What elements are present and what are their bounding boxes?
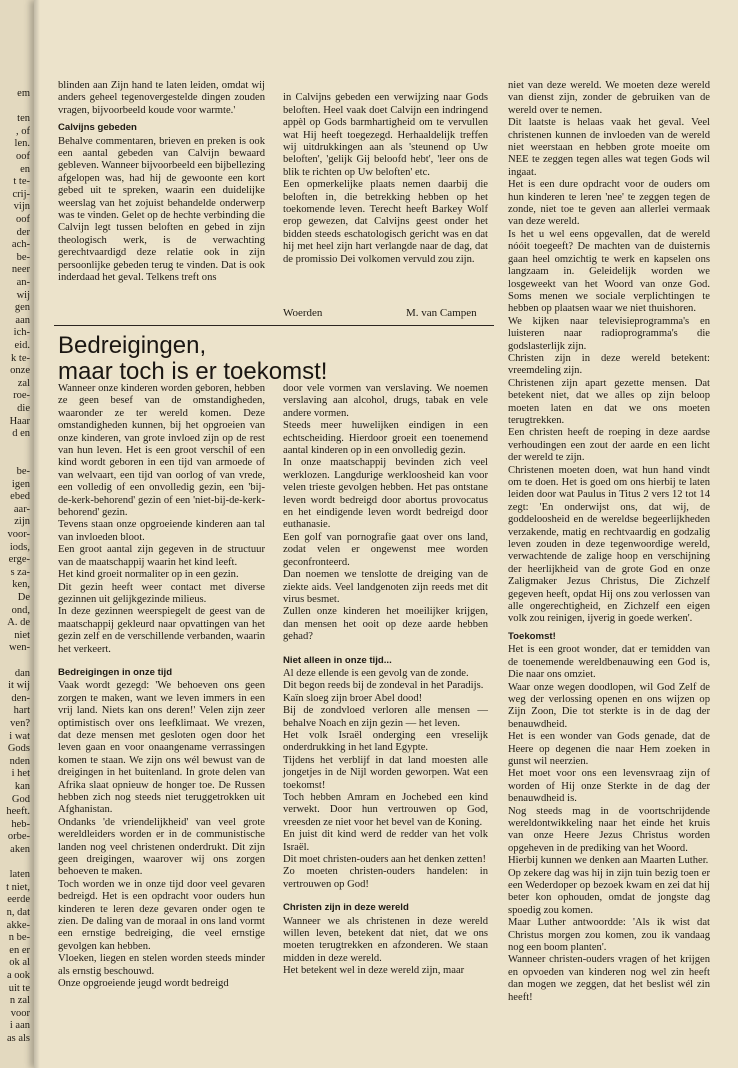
- paragraph: Nog steeds mag in de voortschrijdende wereldontwikkeling naar het einde het kruis van onze Heere Jezus Christus worden opgeheven in de prediking van het Woord.: [508, 805, 710, 854]
- strip-fragment: den-: [11, 692, 30, 704]
- strip-fragment: laten: [9, 869, 30, 881]
- strip-fragment: t te-: [13, 176, 30, 188]
- strip-fragment: d en: [12, 428, 30, 440]
- strip-fragment: aan: [15, 314, 30, 326]
- paragraph: Het moet voor ons een levensvraag zijn of worden of Hij onze Sterkte in de dag der benauwdheid is.: [508, 768, 710, 805]
- paragraph: Is het u wel eens opgevallen, dat de wereld nóóit toegeeft? De machten van de duisternis gaan heel omzichtig te werk en kapselen ons langzaam in. Geleidelijk worden we losgeweekt van het Woord van onze God. Soms menen we sociale verplichtingen te hebben op plaatsen waar we niet thuishoren.: [508, 228, 710, 315]
- paragraph: Tevens staan onze opgroeiende kinderen aan tal van invloeden bloot.: [58, 519, 265, 543]
- strip-fragment: ach-: [11, 239, 30, 251]
- article1-intro-text: blinden aan Zijn hand te laten leiden, omdat wij anders geheel tegenovergestelde dingen zouden vragen, bijvoorbeeld koude voor warmte.': [58, 80, 265, 116]
- strip-fragment: hart: [13, 705, 30, 717]
- strip-fragment: igen: [11, 478, 30, 490]
- article1-column-1: [58, 80, 265, 285]
- strip-fragment: onze: [10, 365, 30, 377]
- paragraph: Toch worden we in onze tijd door veel gevaren bedreigd. Het is een opdracht voor ouders hun kinderen te leren deze gevaren onder ogen te zien. De daling van de moraal in ons land vormt een ernstige bedreiging, die veel ernstige gevolgen kan hebben.: [58, 878, 265, 952]
- strip-fragment: uit te: [8, 982, 30, 994]
- paragraph: Bij de zondvloed verloren alle mensen — behalve Noach en zijn gezin — het leven.: [283, 705, 488, 729]
- paragraph: Dit moet christen-ouders aan het denken zetten!: [283, 854, 486, 866]
- strip-fragment: iods,: [9, 541, 30, 553]
- section-heading-calvijn: Calvijns gebeden: [58, 122, 137, 134]
- paragraph: Op zekere dag was hij in zijn tuin bezig toen er een Wederdoper op bezoek kwam en zei dat hij beter kon ophouden, omdat de jongste dag spoedig zou komen.: [508, 867, 710, 916]
- paragraph: door vele vormen van verslaving. We noemen verslaving aan alcohol, drugs, tabak en vele andere vormen.: [283, 383, 488, 419]
- strip-fragment: Haar: [9, 415, 30, 427]
- paragraph: Wanneer christen-ouders vragen of het krijgen en opvoeden van kinderen nog wel zin heeft dan mogen we zeggen, dat het beslist wél zin heeft!: [508, 954, 710, 1003]
- strip-fragment: ken,: [12, 579, 30, 591]
- strip-fragment: vijn: [13, 201, 30, 213]
- section-heading-bedreigingen: Bedreigingen in onze tijd: [58, 666, 173, 678]
- paragraph: Dan noemen we tenslotte de dreiging van de ziekte aids. Veel landgenoten zijn reeds met dit virus besmet.: [283, 569, 488, 605]
- strip-fragment: Gods: [7, 743, 30, 755]
- paragraph: Een christen heeft de roeping in deze aardse verhoudingen een zout der aarde en een licht der wereld te zijn.: [508, 427, 710, 464]
- signature-place: Woerden: [283, 307, 323, 319]
- paragraph: Vaak wordt gezegd: 'We behoeven ons geen zorgen te maken, want we leven immers in een vrij land. Niets kan ons deren!' Velen zijn zeer optimistisch over ons leefklimaat. We vrezen, dat deze mensen met gesloten ogen door het leven gaan en voor onaangename verrassingen komen te staan. We zijn ons wél bewust van de dreigingen in het buitenland. In grote delen van Afrika slaat opnieuw de honger toe. De Russen hebben zich nog steeds niet teruggetrokken uit Afghanistan.: [58, 680, 265, 816]
- strip-fragment: be-: [16, 251, 30, 263]
- paragraph: Al deze ellende is een gevolg van de zonde.: [283, 667, 469, 679]
- previous-page-strip: [0, 0, 34, 1068]
- strip-fragment: voor: [10, 1007, 30, 1019]
- strip-fragment: zijn: [14, 516, 30, 528]
- paragraph: In onze maatschappij bevinden zich veel werklozen. Langdurige werkloosheid kan voor velen trieste gevolgen hebben. Het pas ontstane leven wordt bedreigd door abortus provocatus en het eindigende leven wordt bedreigd door euthanasie.: [283, 457, 488, 531]
- strip-fragment: wen-: [9, 642, 30, 654]
- paragraph: Het betekent wel in deze wereld zijn, maar: [283, 965, 465, 977]
- paragraph: Zullen onze kinderen het moeilijker krijgen, dan mensen het ooit op deze aarde hebben gehad?: [283, 606, 488, 643]
- strip-fragment: oof: [16, 214, 30, 225]
- strip-fragment: eid.: [14, 340, 30, 351]
- strip-fragment: aken: [10, 844, 30, 855]
- paragraph: Vloeken, liegen en stelen worden steeds minder als ernstig beschouwd.: [58, 953, 265, 977]
- paragraph: Christenen moeten doen, wat hun hand vindt om te doen. Het is goed om ons hierbij te laten leiden door wat Paulus in Titus 2 vers 12 tot 14 zegt: 'En onderwijst ons, dat wij, de goddeloosheid en de wereldse begeerlijkheden verzakende, matig en rechtvaardig en godzalig leven zouden in deze tegenwoordige wereld, verwachtende de zalige hoop en verschijning der heerlijkheid van de grote God en onze Zaligmaker Jezus Christus, Die Zichzelf gegeven heeft, opdat Hij ons zou verlossen van alle ongerechtigheid, en Zichzelf een eigen volk zou reinigen, ijverig in goede werken'.: [508, 464, 710, 625]
- article1-column-2: [283, 80, 488, 279]
- strip-fragment: ven?: [10, 718, 30, 729]
- article2-column-3: [508, 80, 710, 1004]
- strip-fragment: be-: [16, 466, 30, 477]
- strip-fragment: en: [20, 163, 30, 175]
- strip-fragment: neer: [11, 264, 30, 276]
- paragraph: Toch hebben Amram en Jochebed een kind verwekt. Door hun vertrouwen op God, vreesden ze niet voor het bevel van de Koning.: [283, 792, 488, 828]
- strip-fragment: oof: [16, 151, 30, 162]
- paragraph: Tijdens het verblijf in dat land moesten alle jongetjes in de Nijl worden geworpen. Wat een toekomst!: [283, 754, 488, 791]
- strip-fragment: , of: [16, 125, 30, 137]
- page-fold-shadow: [34, 0, 40, 1068]
- section-heading-niet-alleen: Niet alleen in onze tijd...: [283, 654, 392, 666]
- section-heading-christen-zijn: Christen zijn in deze wereld: [283, 902, 409, 914]
- article-separator: [54, 325, 494, 326]
- article1-body-text: Behalve commentaren, brieven en preken is ook een aantal gebeden van Calvijn bewaard gebleven. Wanneer bijvoorbeeld een bijbellezing afgelopen was, had hij de gewoonte een kort gebed uit te spreken, waarin een duidelijke weerslag van het zojuist behandelde onderwerp was te vinden. Gelet op de hechte verbinding die Calvijn legt tussen beloften en gebed in zijn theologisch werk, is de verwachting gerechtvaardigd deze relatie ook in zijn persoonlijke gebeden terug te vinden. Dat is ook inderdaad het geval. Telkens treft ons: [58, 135, 265, 284]
- paragraph: Onze opgroeiende jeugd wordt bedreigd: [58, 978, 229, 990]
- article-headline: [58, 333, 398, 385]
- strip-fragment: crij-: [12, 188, 30, 200]
- paragraph: Wanneer onze kinderen worden geboren, hebben ze geen besef van de omstandigheden, waaronder ze ter wereld komen. Deze omstandigheden kunnen, bij het opgroeien van onze kinderen, van grote invloed zijn op de rest van hun leven. Het is een groot verschil of een kind wordt geboren in een tijd van armoede of van welvaart, een tijd van oorlog of van vrede, een volledig of een onvolledig gezin, een 'bij-de-kerk-behorend' gezin of een 'niet-bij-de-kerk-behorend' gezin.: [58, 383, 265, 519]
- paragraph: Een groot aantal zijn gegeven in de structuur van de maatschappij waarin het kind leeft.: [58, 544, 265, 568]
- paragraph: Een golf van pornografie gaat over ons land, zodat velen er ongewenst mee worden geconfronteerd.: [283, 531, 488, 568]
- section-heading-toekomst: Toekomst!: [508, 630, 556, 642]
- strip-fragment: a ook: [6, 970, 30, 981]
- paragraph: Christenen zijn apart gezette mensen. Dat betekent niet, dat we alles op zijn beloop moeten laten en dat we ons moeten terugtrekken.: [508, 377, 710, 426]
- paragraph: Steeds meer huwelijken eindigen in een echtscheiding. Hierdoor groeit een toenemend aantal kinderen op in een onvolledig gezin.: [283, 420, 488, 457]
- strip-fragment: n be-: [8, 932, 30, 944]
- strip-fragment: A. de: [7, 617, 30, 629]
- paragraph: Ondanks 'de vriendelijkheid' van veel grote wereldleiders worden er in de communistische landen nog veel christenen onderdrukt. Dit zijn geen dreigingen, waarover wij ons zorgen behoeven te maken.: [58, 816, 265, 878]
- paragraph: In deze gezinnen weerspiegelt de geest van de maatschappij gekleurd naar opvattingen van het gezin zelf en de verschillende verbanden, waarin het verkeert.: [58, 606, 265, 655]
- article2-column-1: [58, 383, 265, 991]
- strip-fragment: as als: [6, 1033, 30, 1044]
- strip-fragment: ten: [17, 113, 30, 125]
- paragraph: Zo moeten christen-ouders handelen: in vertrouwen op God!: [283, 866, 488, 890]
- paragraph: Dit laatste is helaas vaak het geval. Veel christenen kunnen de invloeden van de wereld niet weerstaan en hebben grote moeite om NEE te zeggen tegen alles wat tegen Gods wil ingaat.: [508, 117, 710, 178]
- strip-fragment: nden: [9, 755, 30, 767]
- strip-fragment: ich-: [13, 327, 30, 339]
- paragraph: niet van deze wereld. We moeten deze wereld van dienst zijn, zonder de gebruiken van de wereld over te nemen.: [508, 80, 710, 116]
- article1-col2-text: in Calvijns gebeden een verwijzing naar Gods beloften. Heel vaak doet Calvijn een indringend appèl op Gods barmhartigheid om te vervullen wat Hij heeft toegezegd. Herhaaldelijk treffen wij uitdrukkingen aan als 'steunend op Uw beloften', 'gelijk Gij beloofd hebt', 'leer ons de blik te richten op Uw beloften' etc. Een opmerkelijke plaats nemen daarbij die beloften in, die betrekking hebben op het toekomende leven. Terecht heeft Barkey Wolf erop gewezen, dat Calvijns geest onder het bidden steeds eschatologisch gericht was en dat hij met heel zijn hart verlangde naar de dag, dat de promissio Dei volkomen vervuld zou zijn.: [283, 92, 488, 265]
- strip-fragment: niet: [14, 629, 30, 641]
- strip-fragment: orbe-: [7, 831, 30, 843]
- strip-fragment: die: [17, 403, 30, 414]
- strip-fragment: i aan: [9, 1020, 30, 1032]
- strip-fragment: heeft.: [6, 806, 30, 818]
- strip-fragment: n zal: [9, 995, 30, 1007]
- strip-fragment: zal: [17, 377, 30, 389]
- strip-fragment: it wij: [8, 680, 30, 692]
- strip-fragment: kan: [14, 781, 30, 792]
- paragraph: Dit begon reeds bij de zondeval in het Paradijs.: [283, 680, 484, 692]
- paragraph: Hierbij kunnen we denken aan Maarten Luther.: [508, 855, 709, 867]
- strip-fragment: roe-: [13, 390, 30, 402]
- strip-fragment: an-: [16, 277, 30, 288]
- paragraph: Christen zijn in deze wereld betekent: vreemdeling zijn.: [508, 352, 710, 377]
- strip-fragment: De: [17, 592, 30, 603]
- strip-fragment: akke-: [6, 919, 30, 931]
- strip-fragment: ok al: [9, 957, 30, 969]
- strip-fragment: God: [11, 793, 30, 805]
- strip-fragment: i wat: [9, 730, 30, 742]
- strip-fragment: aar-: [13, 503, 30, 515]
- strip-fragment: dan: [14, 667, 30, 679]
- paragraph: We kijken naar televisieprogramma's en luisteren naar radioprogramma's die godslasterlijk zijn.: [508, 315, 710, 352]
- strip-fragment: i het: [11, 768, 30, 780]
- strip-fragment: em: [17, 88, 30, 99]
- paragraph: Het volk Israël onderging een vreselijk onderdrukking in het land Egypte.: [283, 729, 488, 754]
- strip-fragment: eerde: [7, 894, 30, 906]
- paragraph: Dit gezin heeft weer contact met diverse gezinnen uit gelijkgezinde milieus.: [58, 581, 265, 605]
- strip-fragment: k te-: [11, 352, 30, 364]
- paragraph: Het is een dure opdracht voor de ouders om hun kinderen te leren 'nee' te zeggen tegen de zonde, niet toe te geven aan allerlei vermaak van deze wereld.: [508, 179, 710, 228]
- headline-line-2: maar toch is er toekomst!: [58, 358, 328, 385]
- strip-fragment: der: [16, 226, 30, 238]
- strip-fragment: erge-: [8, 554, 30, 566]
- strip-fragment: n, dat: [6, 907, 30, 918]
- paragraph: Wanneer we als christenen in deze wereld willen leven, betekent dat niet, dat we ons moeten terugtrekken en afzonderen. We staan midden in deze wereld.: [283, 915, 488, 964]
- strip-fragment: wij: [16, 289, 30, 301]
- strip-fragment: en er: [9, 944, 30, 956]
- paragraph: Waar onze wegen doodlopen, wil God Zelf de weg der verlossing openen en ons wijzen op Zijn Zoon, Die tot sterkte is in de dag der benauwdheid.: [508, 681, 710, 730]
- paragraph: Maar Luther antwoordde: 'Als ik wist dat Christus morgen zou komen, zou ik vandaag nog een boom planten'.: [508, 917, 710, 954]
- paragraph: Het kind groeit normaliter op in een gezin.: [58, 569, 239, 581]
- signature-author: M. van Campen: [406, 307, 477, 319]
- paragraph: En juist dit kind werd de redder van het volk Israël.: [283, 829, 488, 853]
- strip-fragment: s za-: [10, 566, 30, 578]
- strip-fragment: t niet,: [6, 881, 30, 893]
- article2-column-2: [283, 383, 488, 978]
- strip-fragment: len.: [14, 138, 30, 150]
- headline-line-1: Bedreigingen,: [58, 332, 207, 359]
- strip-fragment: ond,: [11, 604, 30, 616]
- paragraph: Kaïn sloeg zijn broer Abel dood!: [283, 692, 423, 704]
- paragraph: Het is een groot wonder, dat er temidden van de toenemende wereldbenauwing een God is, Die naar ons omziet.: [508, 644, 710, 681]
- strip-fragment: ebed: [10, 491, 30, 503]
- strip-fragment: gen: [14, 302, 30, 314]
- strip-fragment: heb-: [11, 818, 30, 830]
- strip-fragment: voor-: [7, 529, 30, 540]
- paragraph: Het is een wonder van Gods genade, dat de Heere op degenen die naar Hem zoeken in gunst wil neerzien.: [508, 731, 710, 767]
